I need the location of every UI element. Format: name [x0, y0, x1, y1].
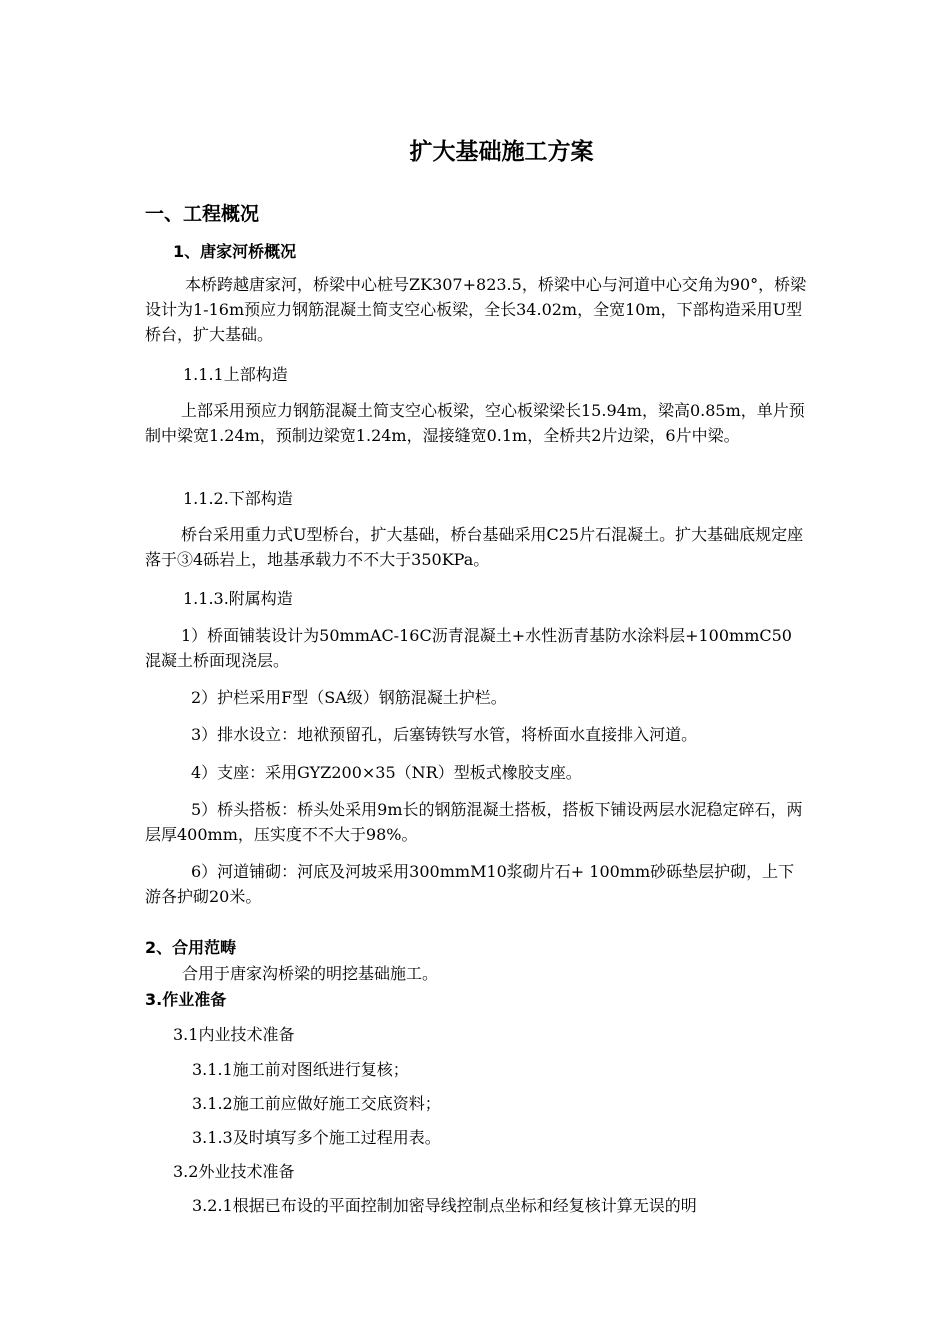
subsection-111-heading: 1.1.1上部构造 [183, 365, 288, 384]
ancillary-item-6: 6）河道铺砌：河底及河坡采用300mmM10浆砌片石+ 100mm砂砾垫层护砌，上下游各护砌20米。 [145, 862, 795, 906]
section-3-heading: 3.作业准备 [145, 990, 227, 1009]
intro-paragraph: 本桥跨越唐家河，桥梁中心桩号ZK307+823.5，桥梁中心与河道中心交角为90°，桥梁设计为1-16m预应力钢筋混凝土简支空心板梁，全长34.02m，全宽10m，下部构造采用U型桥台，扩大基础。 [145, 275, 807, 344]
prep-item-321: 3.2.1根据已布设的平面控制加密导线控制点坐标和经复核计算无误的明 [192, 1196, 697, 1215]
subsection-112-heading: 1.1.2.下部构造 [183, 489, 293, 508]
ancillary-item-2: 2）护栏采用F型（SA级）钢筋混凝土护栏。 [191, 688, 507, 707]
section-2-heading: 2、合用范畴 [145, 938, 237, 957]
prep-item-312: 3.1.2施工前应做好施工交底资料； [192, 1094, 441, 1113]
prep-item-311: 3.1.1施工前对图纸进行复核； [192, 1060, 409, 1079]
page-title: 扩大基础施工方案 [409, 139, 594, 165]
scope-paragraph: 合用于唐家沟桥梁的明挖基础施工。 [182, 964, 439, 983]
subsection-32-heading: 3.2外业技术准备 [173, 1162, 295, 1181]
subsection-1-heading: 1、唐家河桥概况 [173, 242, 297, 261]
ancillary-item-1: 1）桥面铺装设计为50mmAC-16C沥青混凝土+水性沥青基防水涂料层+100mmC50混凝土桥面现浇层。 [145, 626, 792, 670]
ancillary-item-3: 3）排水设立：地袱预留孔，后塞铸铁写水管，将桥面水直接排入河道。 [191, 725, 698, 744]
section-1-heading: 一、工程概况 [145, 203, 260, 225]
prep-item-313: 3.1.3及时填写多个施工过程用表。 [192, 1128, 441, 1147]
superstructure-paragraph: 上部采用预应力钢筋混凝土简支空心板梁，空心板梁梁长15.94m，梁高0.85m，单片预制中梁宽1.24m，预制边梁宽1.24m，湿接缝宽0.1m，全桥共2片边梁，6片中梁。 [145, 401, 805, 445]
subsection-113-heading: 1.1.3.附属构造 [183, 589, 293, 608]
ancillary-item-5: 5）桥头搭板：桥头处采用9m长的钢筋混凝土搭板，搭板下铺设两层水泥稳定碎石，两层厚400mm，压实度不不大于98%。 [145, 800, 803, 844]
subsection-31-heading: 3.1内业技术准备 [173, 1025, 295, 1044]
ancillary-item-4: 4）支座：采用GYZ200×35（NR）型板式橡胶支座。 [191, 763, 582, 782]
substructure-paragraph: 桥台采用重力式U型桥台，扩大基础，桥台基础采用C25片石混凝土。扩大基础底规定座落于③4砾岩上，地基承载力不不大于350KPa。 [145, 525, 804, 569]
